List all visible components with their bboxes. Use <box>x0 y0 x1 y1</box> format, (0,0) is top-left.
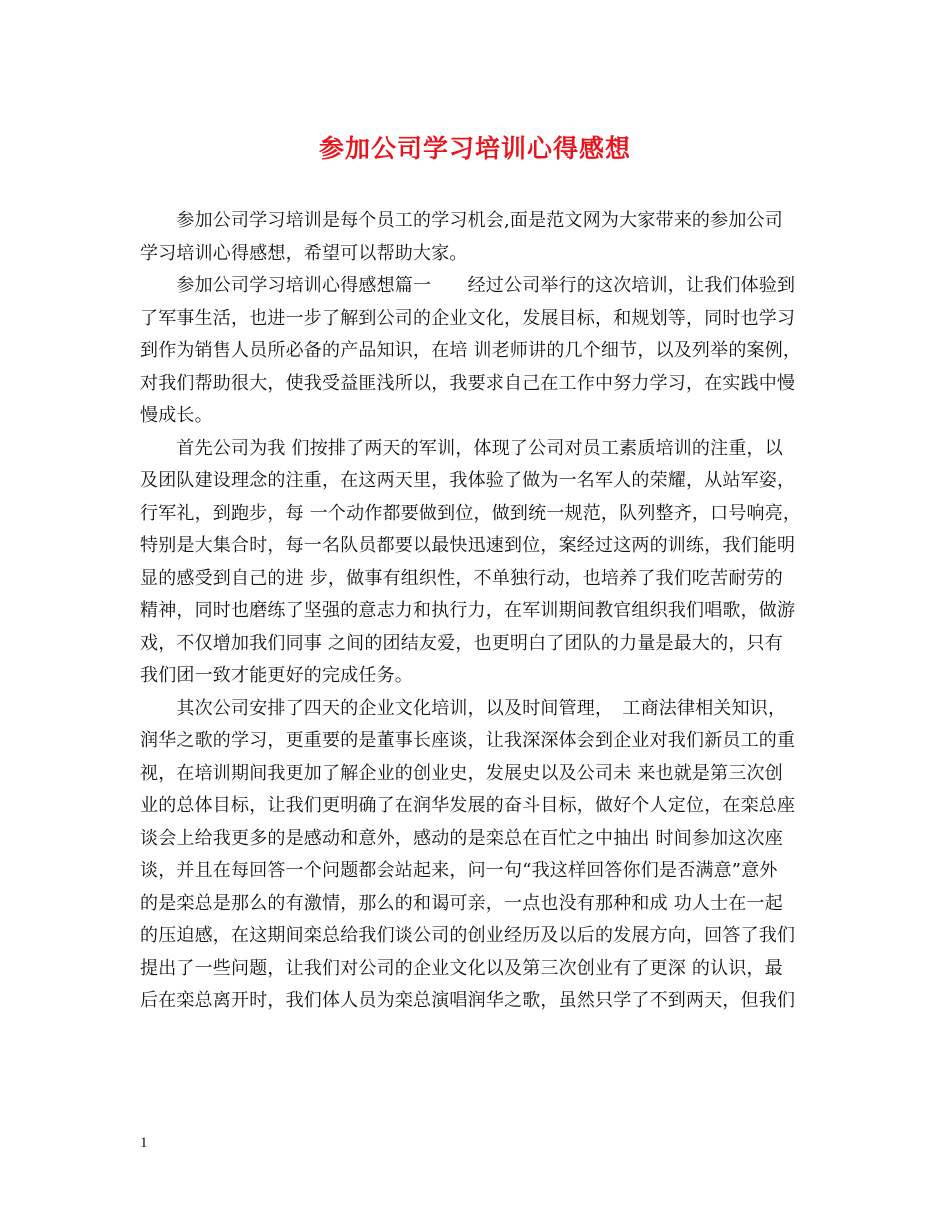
body-line: 精神，同时也磨练了坚强的意志力和执行力，在军训期间教官组织我们唱歌，做游 <box>140 600 796 621</box>
body-line: 学习培训心得感想，希望可以帮助大家。 <box>140 242 468 264</box>
body-line: 后在栾总离开时，我们体人员为栾总演唱润华之歌，虽然只学了不到两天，但我们 <box>140 990 796 1011</box>
body-line: 的是栾总是那么的有激情，那么的和谒可亲，一点也没有那种和成 功人士在一起 <box>140 892 783 914</box>
body-line: 首先公司为我 们按排了两天的军训，体现了公司对员工素质培训的注重，以 <box>140 437 783 459</box>
body-line: 及团队建设理念的注重，在这两天里，我体验了做为一名军人的荣耀，从站军姿， <box>140 470 796 491</box>
body-line: 提出了一些问题，让我们对公司的企业文化以及第三次创业有了更深 的认识，最 <box>140 957 783 979</box>
body-line: 参加公司学习培训是每个员工的学习机会,面是范文网为大家带来的参加公司 <box>140 210 783 231</box>
body-line: 参加公司学习培训心得感想篇一 经过公司举行的这次培训，让我们体验到 <box>140 275 796 296</box>
body-line: 谈会上给我更多的是感动和意外，感动的是栾总在百忙之中抽出 时间参加这次座 <box>140 827 783 849</box>
body-line: 我们团一致才能更好的完成任务。 <box>140 665 413 686</box>
body-line: 行军礼，到跑步，每 一个动作都要做到位，做到统一规范，队列整齐，口号响亮， <box>140 502 802 524</box>
body-line: 到作为销售人员所必备的产品知识，在培 训老师讲的几个细节，以及列举的案例， <box>140 340 802 361</box>
body-line: 的压迫感，在这期间栾总给我们谈公司的创业经历及以后的发展方向，回答了我们 <box>140 925 796 946</box>
document-title: 参加公司学习培训心得感想 <box>318 134 631 163</box>
body-line: 润华之歌的学习，更重要的是董事长座谈，让我深深体会到企业对我们新员工的重 <box>140 730 796 751</box>
body-line: 其次公司安排了四天的企业文化培训，以及时间管理， 工商法律相关知识， <box>140 697 787 719</box>
body-line: 谈，并且在每回答一个问题都会站起来，问一句“我这样回答你们是否满意”意外 <box>140 860 778 881</box>
body-line: 慢成长。 <box>140 405 213 426</box>
document-body <box>140 205 840 1018</box>
body-line: 戏，不仅增加我们同事 之间的团结友爱，也更明白了团队的力量是最大的，只有 <box>140 632 783 654</box>
body-line: 特别是大集合时，每一名队员都要以最快迅速到位，案经过这两的训练，我们能明 <box>140 535 796 556</box>
page-number: 1 <box>140 1135 148 1151</box>
body-line: 业的总体目标，让我们更明确了在润华发展的奋斗目标，做好个人定位，在栾总座 <box>140 795 796 816</box>
body-line: 对我们帮助很大，使我受益匪浅所以，我要求自己在工作中努力学习，在实践中慢 <box>140 372 796 394</box>
body-line: 显的感受到自己的进 步，做事有组织性，不单独行动，也培养了我们吃苦耐劳的 <box>140 567 783 589</box>
body-line: 了军事生活，也进一步了解到公司的企业文化，发展目标，和规划等，同时也学习 <box>140 307 796 329</box>
body-line: 视，在培训期间我更加了解企业的创业史，发展史以及公司未 来也就是第三次创 <box>140 762 783 784</box>
